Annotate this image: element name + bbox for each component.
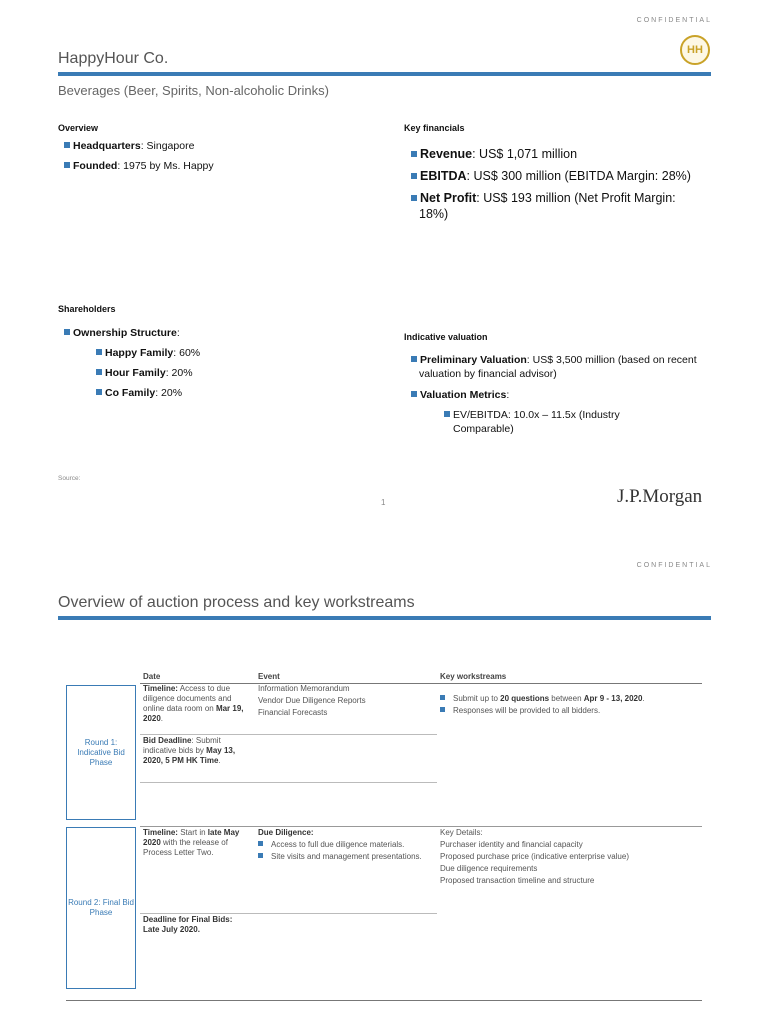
bullet-square-icon bbox=[411, 391, 417, 397]
phase-round-2 bbox=[66, 827, 136, 989]
timeline-text: Access to due diligence documents and online data room on bbox=[143, 684, 232, 713]
bullet-square-icon bbox=[96, 349, 102, 355]
page-title: HappyHour Co. bbox=[58, 50, 169, 67]
financial-label: Net Profit bbox=[420, 191, 477, 205]
ws-text: . bbox=[642, 694, 645, 703]
shareholder-label: Happy Family bbox=[105, 347, 174, 359]
financial-value: : US$ 193 million (Net Profit Margin: 18%) bbox=[419, 191, 676, 221]
round1-timeline bbox=[143, 684, 251, 724]
workstream-item bbox=[440, 706, 702, 716]
column-header-date: Date bbox=[143, 672, 161, 681]
logo-text: HH bbox=[687, 44, 703, 56]
ownership-label: Ownership Structure bbox=[73, 327, 177, 339]
valuation-value: : bbox=[506, 389, 510, 401]
round2-key-details bbox=[440, 828, 702, 886]
page-title: Overview of auction process and key workstreams bbox=[58, 594, 415, 611]
shareholder-value: : 60% bbox=[173, 347, 201, 359]
financial-value: : US$ 300 million (EBITDA Margin: 28%) bbox=[466, 169, 691, 183]
timeline-bold: late May 2020 bbox=[143, 828, 240, 847]
timeline-end: with the release of Process Letter Two. bbox=[143, 838, 228, 857]
kd-item: Proposed transaction timeline and structure bbox=[440, 876, 595, 885]
overview-heading: Overview bbox=[58, 123, 99, 133]
financial-item bbox=[411, 146, 711, 162]
financial-label: EBITDA bbox=[420, 169, 467, 183]
financial-item bbox=[411, 168, 711, 184]
phase-label: Round 1: Indicative Bid Phase bbox=[77, 737, 125, 767]
shareholder-value: : 20% bbox=[155, 387, 183, 399]
ws-text: Submit up to bbox=[453, 694, 501, 703]
round2-due-diligence bbox=[258, 828, 438, 862]
bullet-square-icon bbox=[64, 329, 70, 335]
kd-item: Due diligence requirements bbox=[440, 864, 538, 873]
overview-label: Founded bbox=[73, 160, 118, 172]
timeline-text: Start in bbox=[177, 828, 208, 837]
confidential-label: CONFIDENTIAL bbox=[636, 562, 712, 569]
timeline-date: Mar 19, 2020 bbox=[143, 704, 244, 723]
bullet-square-icon bbox=[411, 151, 417, 157]
valuation-label: Valuation Metrics bbox=[420, 389, 507, 401]
timeline-label: Timeline: bbox=[143, 684, 178, 693]
round1-workstreams bbox=[440, 694, 702, 716]
deadline-end: . bbox=[218, 756, 221, 765]
valuation-item bbox=[411, 353, 699, 381]
event-item: Financial Forecasts bbox=[258, 708, 328, 717]
bullet-square-icon bbox=[96, 389, 102, 395]
valuation-heading: Indicative valuation bbox=[404, 332, 488, 342]
title-rule bbox=[58, 72, 711, 76]
key-financials-heading: Key financials bbox=[404, 123, 465, 133]
valuation-value: : US$ 3,500 million (based on recent valuation by financial advisor) bbox=[419, 354, 697, 380]
overview-value: : Singapore bbox=[140, 140, 195, 152]
shareholder-item bbox=[96, 346, 346, 360]
ws-text: between bbox=[549, 694, 584, 703]
dd-text: Site visits and management presentations. bbox=[271, 852, 422, 861]
shareholders-heading: Shareholders bbox=[58, 304, 116, 314]
column-header-workstreams: Key workstreams bbox=[440, 672, 507, 681]
event-item: Vendor Due Diligence Reports bbox=[258, 696, 366, 705]
ownership-value: : bbox=[176, 327, 180, 339]
kd-item: Proposed purchase price (indicative enterprise value) bbox=[440, 852, 629, 861]
page-subtitle: Beverages (Beer, Spirits, Non-alcoholic Drinks) bbox=[58, 83, 329, 98]
overview-value: : 1975 by Ms. Happy bbox=[117, 160, 214, 172]
round2-final-deadline bbox=[143, 915, 251, 935]
timeline-end: . bbox=[160, 714, 164, 723]
final-label: Deadline for Final Bids bbox=[143, 915, 230, 924]
deadline-text: : Submit indicative bids by bbox=[143, 736, 221, 755]
event-item: Information Memorandum bbox=[258, 684, 350, 693]
phase-label: Round 2: Final Bid Phase bbox=[68, 898, 134, 917]
table-bottom-rule bbox=[66, 1000, 702, 1001]
dd-item bbox=[258, 852, 438, 862]
valuation-metric-text: EV/EBITDA: 10.0x – 11.5x (Industry Comparable) bbox=[453, 409, 620, 435]
valuation-metric bbox=[444, 408, 663, 436]
dd-heading: Due Diligence: bbox=[258, 828, 314, 837]
bullet-square-icon bbox=[258, 841, 263, 846]
company-logo bbox=[680, 35, 710, 65]
financial-label: Revenue bbox=[420, 147, 473, 161]
row-divider bbox=[140, 782, 437, 783]
deadline-label: Bid Deadline bbox=[143, 736, 192, 745]
kd-item: Purchaser identity and financial capacity bbox=[440, 840, 583, 849]
bullet-square-icon bbox=[440, 695, 445, 700]
valuation-label: Preliminary Valuation bbox=[420, 354, 527, 366]
confidential-label: CONFIDENTIAL bbox=[636, 17, 712, 24]
timeline-label: Timeline: bbox=[143, 828, 178, 837]
bullet-square-icon bbox=[258, 853, 263, 858]
jpmorgan-logo: J.P.Morgan bbox=[617, 486, 703, 507]
ws-bold: Apr 9 - 13, 2020 bbox=[583, 694, 643, 703]
overview-label: Headquarters bbox=[73, 140, 141, 152]
ws-bold: 20 questions bbox=[500, 694, 550, 703]
kd-heading: Key Details: bbox=[440, 828, 483, 837]
final-text: : Late July 2020. bbox=[143, 915, 233, 934]
bullet-square-icon bbox=[64, 142, 70, 148]
bullet-square-icon bbox=[411, 195, 417, 201]
overview-item bbox=[64, 139, 364, 153]
bullet-square-icon bbox=[64, 162, 70, 168]
bullet-square-icon bbox=[440, 707, 445, 712]
bullet-square-icon bbox=[411, 356, 417, 362]
financial-value: : US$ 1,071 million bbox=[472, 147, 578, 161]
page-number: 1 bbox=[381, 498, 386, 507]
source-note: Source: bbox=[58, 475, 81, 482]
ws-text: Responses will be provided to all bidders. bbox=[453, 706, 601, 715]
round-divider bbox=[140, 826, 702, 827]
shareholder-label: Hour Family bbox=[105, 367, 166, 379]
financial-item bbox=[411, 190, 699, 222]
shareholder-item bbox=[96, 366, 346, 380]
bullet-square-icon bbox=[96, 369, 102, 375]
row-divider bbox=[140, 913, 437, 914]
shareholder-item bbox=[96, 386, 346, 400]
row-divider bbox=[140, 734, 437, 735]
phase-round-1 bbox=[66, 685, 136, 820]
column-header-event: Event bbox=[258, 672, 280, 681]
title-rule bbox=[58, 616, 711, 620]
bullet-square-icon bbox=[411, 173, 417, 179]
dd-item bbox=[258, 840, 438, 850]
dd-text: Access to full due diligence materials. bbox=[271, 840, 405, 849]
shareholder-value: : 20% bbox=[165, 367, 193, 379]
valuation-item bbox=[411, 388, 691, 402]
round1-events bbox=[258, 684, 433, 718]
overview-item bbox=[64, 159, 364, 173]
deadline-date: May 13, 2020, 5 PM HK Time bbox=[143, 746, 236, 765]
round1-deadline bbox=[143, 736, 251, 766]
ownership-item bbox=[64, 326, 364, 340]
bullet-square-icon bbox=[444, 411, 450, 417]
workstream-item bbox=[440, 694, 702, 704]
round2-timeline bbox=[143, 828, 251, 858]
shareholder-label: Co Family bbox=[105, 387, 156, 399]
